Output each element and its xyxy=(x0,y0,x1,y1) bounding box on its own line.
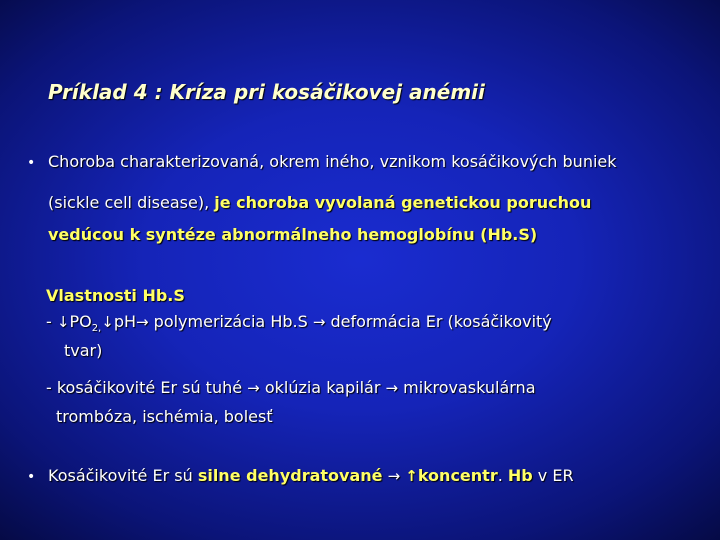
bullet2-bold1: silne dehydratované xyxy=(197,466,383,485)
item2-end: mikrovaskulárna xyxy=(398,378,536,397)
bullet1-line2-bold: je choroba vyvolaná genetickou poruchou xyxy=(214,193,592,212)
bullet2-dot: . xyxy=(497,466,508,485)
properties-item2-cont: trombóza, ischémia, bolesť xyxy=(56,407,273,426)
bullet2-start: Kosáčikovité Er sú xyxy=(48,466,198,485)
bullet2-bold2: koncentr xyxy=(417,466,498,485)
item2-mid: oklúzia kapilár xyxy=(259,378,386,397)
item1-dash: - xyxy=(46,312,57,331)
bullet1-line2-plain: (sickle cell disease), xyxy=(48,193,215,212)
arrow-down-icon: ↓ xyxy=(101,313,114,331)
arrow-right-icon: → xyxy=(387,467,401,485)
bullet1-line2 xyxy=(48,193,591,212)
arrow-right-icon: → xyxy=(385,379,399,397)
bullet2-line xyxy=(48,466,574,485)
arrow-right-icon: → xyxy=(136,313,149,331)
arrow-right-icon: → xyxy=(247,379,260,397)
bullet2-hb: Hb xyxy=(507,466,533,485)
ph-label: pH xyxy=(113,312,136,331)
bullet1-line3: vedúcou k syntéze abnormálneho hemoglobínu (Hb.S) xyxy=(48,225,538,244)
properties-heading: Vlastnosti Hb.S xyxy=(46,286,185,305)
bullet2-end: v ER xyxy=(532,466,574,485)
item2-start: - kosáčikovité Er sú tuhé xyxy=(46,378,248,397)
arrow-right-icon: → xyxy=(312,313,326,331)
arrow-up-icon: ↑ xyxy=(405,467,418,485)
po2-subscript: 2, xyxy=(91,323,102,335)
arrow-down-icon: ↓ xyxy=(56,313,70,331)
bullet1-line1: Choroba charakterizovaná, okrem iného, vznikom kosáčikových buniek xyxy=(48,152,617,171)
slide-title: Príklad 4 : Kríza pri kosáčikovej anémii xyxy=(48,80,485,104)
bullet-icon: • xyxy=(27,155,36,171)
properties-item2 xyxy=(46,378,536,397)
po2-label: PO xyxy=(69,312,92,331)
properties-item1 xyxy=(46,312,552,334)
item1-deform: deformácia Er (kosáčikovitý xyxy=(325,312,552,331)
item1-polymer: polymerizácia Hb.S xyxy=(148,312,313,331)
bullet-icon: • xyxy=(27,469,36,485)
properties-item1-cont: tvar) xyxy=(64,341,103,360)
